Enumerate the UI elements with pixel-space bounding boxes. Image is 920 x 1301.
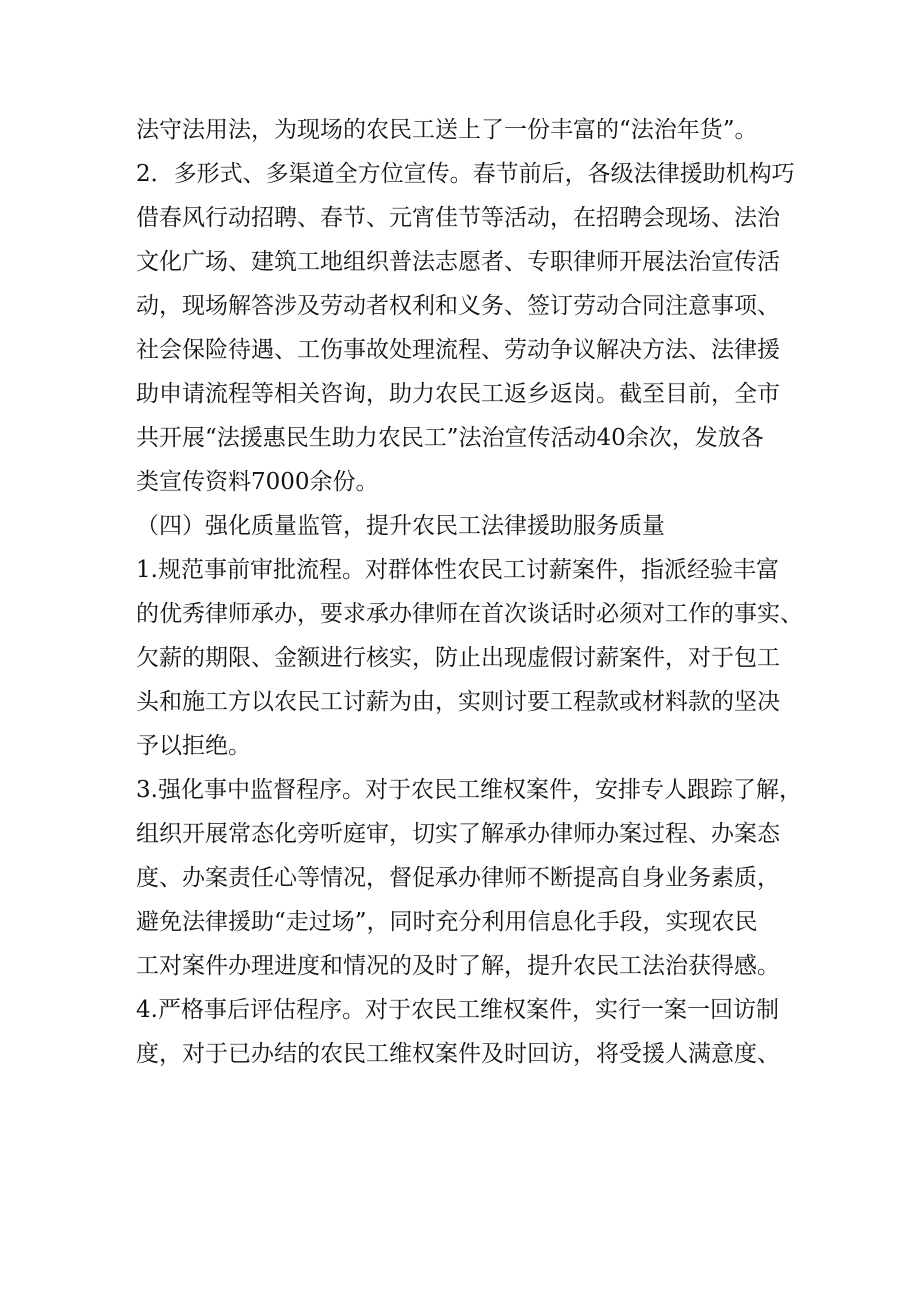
section-heading: （四）强化质量监管，提升农民工法律援助服务质量 [136,513,665,539]
text-line: 法守法用法，为现场的农民工送上了一份丰富的“法治年货”。 [136,117,758,143]
text-line: 类宣传资料7000余份。 [136,469,379,495]
text-line: 的优秀律师承办，要求承办律师在首次谈话时必须对工作的事实、 [136,601,803,627]
text-line: 头和施工方以农民工讨薪为由，实则讨要工程款或材料款的坚决 [136,689,780,715]
text-line: 动，现场解答涉及劳动者权利和义务、签订劳动合同注意事项、 [136,293,780,319]
text-line: 避免法律援助“走过场”，同时充分利用信息化手段，实现农民 [136,909,758,935]
text-line: 助申请流程等相关咨询，助力农民工返乡返岗。截至目前，全市 [136,381,780,407]
text-line: 共开展“法援惠民生助力农民工”法治宣传活动40余次，发放各 [136,425,764,451]
text-line: 社会保险待遇、工伤事故处理流程、劳动争议解决方法、法律援 [136,337,780,363]
text-line: 4.严格事后评估程序。对于农民工维权案件，实行一案一回访制 [136,997,779,1023]
text-line: 1.规范事前审批流程。对群体性农民工讨薪案件，指派经验丰富 [136,557,779,583]
text-line: 度，对于已办结的农民工维权案件及时回访，将受援人满意度、 [136,1041,780,1067]
text-line: 组织开展常态化旁听庭审，切实了解承办律师办案过程、办案态 [136,821,780,847]
text-line: 2．多形式、多渠道全方位宣传。春节前后，各级法律援助机构巧 [136,161,795,187]
text-line: 度、办案责任心等情况，督促承办律师不断提高自身业务素质， [136,865,780,891]
text-line: 予以拒绝。 [136,733,251,759]
text-line: 工对案件办理进度和情况的及时了解，提升农民工法治获得感。 [136,953,780,979]
text-line: 欠薪的期限、金额进行核实，防止出现虚假讨薪案件，对于包工 [136,645,780,671]
text-line: 3.强化事中监督程序。对于农民工维权案件，安排专人跟踪了解， [136,777,802,803]
text-line: 文化广场、建筑工地组织普法志愿者、专职律师开展法治宣传活 [136,249,780,275]
text-line: 借春风行动招聘、春节、元宵佳节等活动，在招聘会现场、法治 [136,205,780,231]
